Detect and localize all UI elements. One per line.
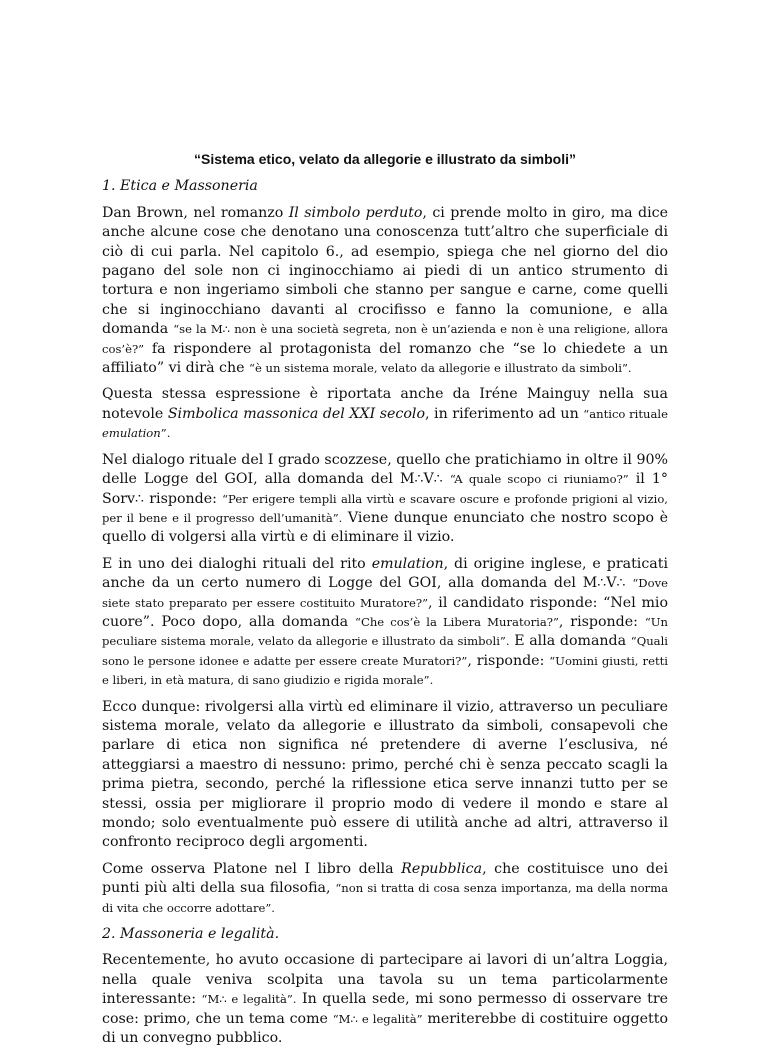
text-run: vi dirà che: [164, 360, 250, 377]
section-heading-1: 1. Etica e Massoneria: [102, 178, 258, 195]
paragraph-2: [102, 385, 668, 443]
text-run: fa rispondere al protagonista del romanzo che: [144, 340, 513, 357]
text-run: Viene dunque enunciato che nostro scopo è quello di volgersi alla virtù e di eliminare il vizio.: [102, 509, 668, 546]
text-run: Nel dialogo rituale del I grado scozzese, quello che pratichiamo in oltre il 90% delle Logge del GOI, alla domanda del M∴V∴: [102, 451, 668, 488]
section-heading-2: 2. Massoneria e legalità.: [102, 926, 280, 943]
paragraph-1: [102, 204, 668, 379]
quote: “se lo chiedete a un affiliato”: [102, 340, 668, 377]
paragraph-4: [102, 555, 668, 691]
quote: “antico rituale: [583, 406, 668, 421]
book-title: Il simbolo perduto: [288, 204, 423, 221]
text-run: Questa stessa espressione è riportata anche da Iréne Mainguy nella sua notevole: [102, 386, 668, 422]
text-run: In quella sede, mi sono permesso di osservare tre cose: primo, che un tema come: [102, 991, 669, 1027]
rite-name: emulation: [102, 426, 161, 441]
text-run: , il candidato risponde: “Nel mio cuore”. Poco dopo, alla domanda: [102, 594, 668, 630]
quote: “Dove siete stato preparato per essere costituito Muratore?”: [102, 576, 668, 610]
text-run: E alla domanda: [509, 633, 631, 650]
quote: “Per erigere templi alla virtù e scavare oscure e profonde prigioni al vizio, per il bene e il progresso dell’umanità”.: [102, 491, 668, 525]
quote: “A quale scopo ci riuniamo?”: [449, 472, 629, 487]
book-title: Simbolica massonica del XXI secolo: [167, 405, 425, 422]
paragraph-3: [102, 451, 668, 548]
text-run: Come osserva Platone nel I libro della: [102, 860, 402, 877]
text-run: , ci prende molto in giro, ma dice anche alcune cose che denotano una conoscenza tutt’altro che superficiale di ciò di cui parla. Nel capitolo 6., ad esempio, spiega che nel giorno del dio pagano del sole non ci inginocchiamo ai piedi di un antico strumento di tortura e non ingeriamo simboli che stanno per sangue e carne, come quelli che si inginocchiano davanti al crocifisso e fanno la comunione, e alla domanda: [102, 204, 669, 338]
quote: “Che cos’è la Libera Muratoria?”: [355, 614, 559, 629]
text-run: meriterebbe di costituire oggetto di un convegno pubblico.: [102, 1010, 668, 1047]
document-title: “Sistema etico, velato da allegorie e illustrato da simboli”: [193, 151, 576, 167]
text-run: Dan Brown, nel romanzo: [102, 204, 289, 221]
text-run: , risponde:: [467, 652, 550, 669]
quote-end: ”.: [160, 426, 171, 441]
quote: “M∴ e legalità”.: [201, 992, 297, 1007]
text-run: E in uno dei dialoghi rituali del rito: [102, 555, 372, 572]
document-page: [102, 150, 668, 1055]
quote: “M∴ e legalità”: [332, 1011, 423, 1026]
text-run: Recentemente, ho avuto occasione di partecipare ai lavori di un’altra Loggia, nella quale veniva scolpita una tavola su un tema particolarmente interessante:: [102, 952, 668, 1008]
quote: “è un sistema morale, velato da allegorie e illustrato da simboli”.: [249, 361, 632, 376]
text-run: , risponde:: [558, 613, 645, 630]
quote: “non si tratta di cosa senza importanza, ma della norma di vita che occorre adottare”.: [102, 881, 668, 915]
quote: “Uomini giusti, retti e liberi, in età matura, di sano giudizio e rigida morale”.: [102, 653, 668, 688]
quote: “Quali sono le persone idonee e adatte per essere create Muratori?”: [102, 634, 668, 668]
paragraph-7: [102, 951, 668, 1048]
text-run: , in riferimento ad un: [425, 405, 584, 422]
text-run: il 1° Sorv∴ risponde:: [102, 471, 668, 507]
paragraph-5: Ecco dunque: rivolgersi alla virtù ed eliminare il vizio, attraverso un peculiare sistema morale, velato da allegorie e illustrato da simboli, consapevoli che parlare di etica non significa né pretendere di averne l’esclusiva, né atteggiarsi a maestro di nessuno: primo, perché chi è senza peccato scagli la prima pietra, secondo, perché la riflessione etica serve innanzi tutto per se stessi, ossia per migliorare il proprio modo di vedere il mondo e stare al mondo; solo eventualmente può essere di utilità anche ad altri, attraverso il confronto reciproco degli argomenti.: [102, 698, 668, 851]
text-run: , che costituisce uno dei punti più alti della sua filosofia,: [102, 860, 668, 897]
book-title: Repubblica: [401, 860, 483, 877]
text-run: , di origine inglese, e praticati anche da un certo numero di Logge del GOI, alla domanda del M∴V∴: [102, 555, 668, 592]
quote: “Un peculiare sistema morale, velato da allegorie e illustrato da simboli”.: [102, 614, 668, 649]
quote: “se la M∴ non è una società segreta, non è un’azienda e non è una religione, allora cos’è?”: [102, 322, 668, 356]
rite-name: emulation: [371, 555, 444, 572]
paragraph-6: [102, 860, 668, 918]
